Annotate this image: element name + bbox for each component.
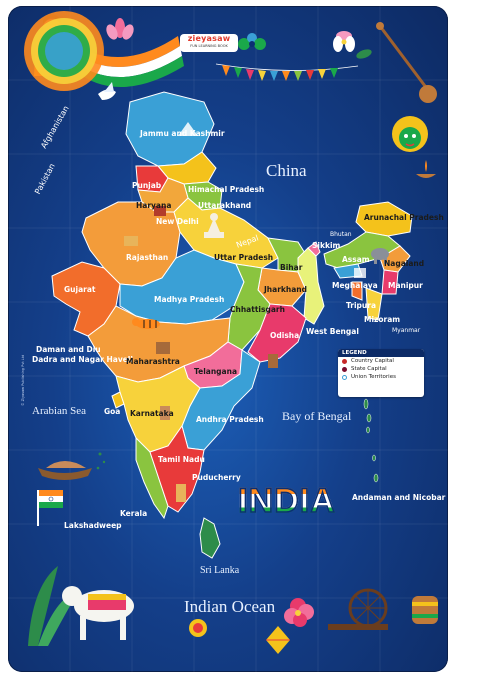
legend-item xyxy=(338,373,424,381)
decorated-cow-icon xyxy=(62,586,134,640)
frangipani-flower-icon xyxy=(333,31,373,60)
india-title-badge xyxy=(8,6,120,96)
label-mizoram: Mizoram xyxy=(364,315,401,324)
label-afghanistan: Afghanistan xyxy=(39,104,71,150)
kathakali-mask-icon xyxy=(392,116,428,152)
label-karnataka: Karnataka xyxy=(130,409,174,418)
label-tamil-nadu: Tamil Nadu xyxy=(158,455,205,464)
legend-item xyxy=(338,357,424,365)
label-haryana: Haryana xyxy=(136,201,172,210)
map-legend xyxy=(338,349,424,397)
kite-icon xyxy=(266,626,290,654)
state-capital-marker-icon xyxy=(342,367,347,372)
andaman-islands xyxy=(364,399,378,482)
peacock-icon xyxy=(238,33,266,50)
sitar-icon xyxy=(376,22,437,103)
indian-flag-icon xyxy=(38,490,63,526)
label-pakistan: Pakistan xyxy=(33,161,57,196)
label-myanmar: Myanmar xyxy=(392,327,421,334)
legend-item xyxy=(338,365,424,373)
label-andaman: Andaman and Nicobar Islands xyxy=(352,493,478,502)
copyright-text: © Ziyasaw Publishing Pvt Ltd xyxy=(21,354,25,406)
label-chhattisgarh: Chhattisgarh xyxy=(230,305,285,314)
label-dadra-nagar-haveli: Dadra and Nagar Haveli xyxy=(32,355,133,364)
label-maharashtra: Maharashtra xyxy=(126,357,180,366)
label-new-delhi: New Delhi xyxy=(156,217,199,226)
label-odisha: Odisha xyxy=(270,331,300,340)
brand-name: zieyasaw xyxy=(187,34,231,43)
label-lakshadweep: Lakshadweep xyxy=(64,521,122,530)
label-uttarakhand: Uttarakhand xyxy=(198,201,252,210)
label-meghalaya: Meghalaya xyxy=(332,281,378,290)
label-manipur: Manipur xyxy=(388,281,423,290)
union-territory-marker-icon xyxy=(342,375,347,380)
coconut-shell-icon xyxy=(189,619,207,637)
label-nepal: Nepal xyxy=(234,233,260,250)
label-west-bengal: West Bengal xyxy=(306,327,359,336)
puzzle-board xyxy=(8,6,478,672)
label-arabian-sea: Arabian Sea xyxy=(32,405,87,417)
brand-tagline: FUN LEARNING BOOK xyxy=(190,44,228,48)
label-himachal: Himachal Pradesh xyxy=(188,185,265,194)
label-madhya-pradesh: Madhya Pradesh xyxy=(154,295,225,304)
label-sikkim: Sikkim xyxy=(312,241,341,250)
houseboat-icon xyxy=(38,461,92,480)
label-arunachal: Arunachal Pradesh xyxy=(364,213,444,222)
label-tripura: Tripura xyxy=(346,301,377,310)
label-gujarat: Gujarat xyxy=(64,285,96,294)
legend-item-label: Union Territories xyxy=(351,374,396,380)
label-jharkhand: Jharkhand xyxy=(264,285,307,294)
label-uttar-pradesh: Uttar Pradesh xyxy=(214,253,274,262)
country-capital-marker-icon xyxy=(342,359,347,364)
label-bay-of-bengal: Bay of Bengal xyxy=(282,409,352,423)
label-bihar: Bihar xyxy=(280,263,303,272)
legend-item-label: Country Capital xyxy=(351,358,394,364)
india-title: INDIA xyxy=(238,482,336,520)
label-telangana: Telangana xyxy=(194,367,238,376)
label-nagaland: Nagaland xyxy=(384,259,425,268)
label-assam: Assam xyxy=(342,255,370,264)
label-punjab: Punjab xyxy=(132,181,162,190)
label-goa: Goa xyxy=(104,407,121,416)
drum-icon xyxy=(412,596,438,624)
label-rajasthan: Rajasthan xyxy=(126,253,169,262)
label-sri-lanka: Sri Lanka xyxy=(200,565,240,576)
lakshadweep-islands xyxy=(97,453,106,470)
label-kerala: Kerala xyxy=(120,509,148,518)
spinning-wheel-icon xyxy=(328,590,388,630)
label-puducherry: Puducherry xyxy=(192,473,241,482)
label-jammu-kashmir: Jammu and Kashmir xyxy=(140,129,225,138)
label-china: China xyxy=(266,161,307,180)
hibiscus-flower-icon xyxy=(284,598,314,627)
label-daman-diu: Daman and Diu xyxy=(36,345,101,354)
label-andhra-pradesh: Andhra Pradesh xyxy=(196,415,264,424)
legend-title: LEGEND xyxy=(338,349,424,357)
label-bhutan: Bhutan xyxy=(330,231,352,238)
bunting-flags xyxy=(216,64,358,81)
label-indian-ocean: Indian Ocean xyxy=(184,597,276,616)
brand-logo xyxy=(180,34,238,52)
legend-item-label: State Capital xyxy=(351,366,387,372)
diya-lamp-icon xyxy=(416,160,436,178)
